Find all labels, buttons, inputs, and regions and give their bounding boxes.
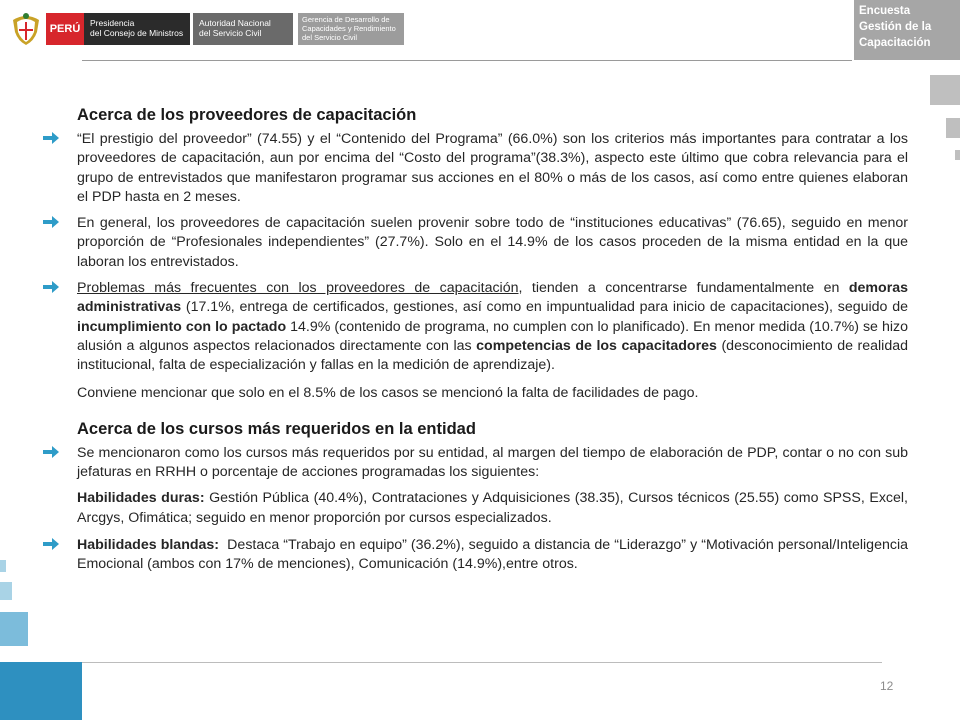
right-arrow-icon: [42, 445, 60, 459]
section-heading-cursos: Acerca de los cursos más requeridos en la entidad: [77, 419, 476, 438]
decor-square-medium: [946, 118, 960, 138]
bold-phrase: demoras administrativas: [77, 280, 908, 316]
bold-phrase: incumplimiento con lo pactado: [77, 318, 287, 335]
footer-divider: [82, 662, 882, 663]
section-heading-proveedores: Acerca de los proveedores de capacitación: [77, 106, 417, 124]
decor-bar-left: [0, 662, 82, 720]
bold-phrase: competencias de los capacitadores: [476, 337, 717, 354]
right-arrow-icon: [42, 131, 60, 145]
survey-tag: Encuesta Gestión de la Capacitación: [854, 0, 960, 60]
paragraph-cursos-intro: Se mencionaron como los cursos más requeridos por su entidad, al margen del tiempo de elaboración de PDP, contar o no con sub jefaturas en RRHH o porcentaje de acciones programadas los siguientes:: [60, 444, 908, 483]
header: [0, 0, 960, 62]
national-shield-icon: [10, 12, 42, 46]
decor-square-small: [955, 150, 960, 160]
header-divider: [82, 60, 852, 61]
paragraph-habilidades-duras: Habilidades duras: Gestión Pública (40.4%), Contrataciones y Adquisiciones (38.35), Cursos técnicos (25.55) como SPSS, Excel, Arcgys, Ofimática; seguido en menor proporción por cursos especializados.: [77, 490, 908, 526]
peru-logo: PERÚ: [46, 13, 84, 45]
right-arrow-icon: [42, 280, 60, 294]
servir-logo-text: Autoridad Nacional del Servicio Civil: [193, 13, 293, 45]
paragraph-prestigio: “El prestigio del proveedor” (74.55) y el “Contenido del Programa” (66.0%) son los criterios más importantes para contratar a los proveedores de capacitación, aun por encima del “Costo del programa”(38.3%), aspecto este último que cobra relevancia para el grupo de entrevistados que manifestaron programar sus acciones en el 80% o más de los casos, así como entre quienes elaboran el PDP hasta en 2 meses.: [60, 130, 908, 207]
paragraph-origen-proveedores: En general, los proveedores de capacitación suelen provenir sobre todo de “instituciones educativas” (76.65), seguido en menor proporción de “Profesionales independientes” (27.7%). Solo en el 14.9% de los casos proceden de la misma entidad en la que laboran los entrevistados.: [60, 214, 908, 272]
gerencia-logo-text: Gerencia de Desarrollo de Capacidades y Rendimiento del Servicio Civil: [298, 13, 404, 45]
decor-square-left-3: [0, 612, 28, 646]
decor-square-left-2: [0, 582, 12, 600]
bold-phrase: Habilidades duras:: [77, 490, 205, 507]
paragraph-problemas: Problemas más frecuentes con los proveedores de capacitación, tienden a concentrarse fundamentalmente en demoras administrativas (17.1%, entrega de certificados, gestiones, así como en impuntualidad para inicio de capacitaciones), seguido de incumplimiento con lo pactado 14.9% (contenido de programa, no cumplen con lo planificado). En menor medida (10.7%) se hizo alusión a algunos aspectos relacionados directamente con las competencias de los capacitadores (desconocimiento de realidad institucional, falta de especialización y fallas en la medición de aprendizaje).: [60, 279, 908, 375]
page-number: 12: [880, 679, 894, 693]
right-arrow-icon: [42, 537, 60, 551]
decor-square-large: [930, 75, 960, 105]
right-arrow-icon: [42, 215, 60, 229]
paragraph-facilidades: Conviene mencionar que solo en el 8.5% de los casos se mencionó la falta de facilidades de pago.: [77, 384, 699, 401]
paragraph-habilidades-blandas: Habilidades blandas: Destaca “Trabajo en equipo” (36.2%), seguido a distancia de “Liderazgo” y “Motivación personal/Inteligencia Emocional (ambos con 17% de menciones), Comunicación (14.9%),entre otros.: [60, 536, 908, 575]
decor-square-left-1: [0, 560, 6, 572]
underlined-phrase: Problemas más frecuentes con los proveedores de capacitación: [77, 280, 519, 297]
bold-phrase: Habilidades blandas:: [77, 537, 220, 554]
main-content: [60, 104, 912, 575]
pcm-logo-text: Presidencia del Consejo de Ministros: [84, 13, 190, 45]
